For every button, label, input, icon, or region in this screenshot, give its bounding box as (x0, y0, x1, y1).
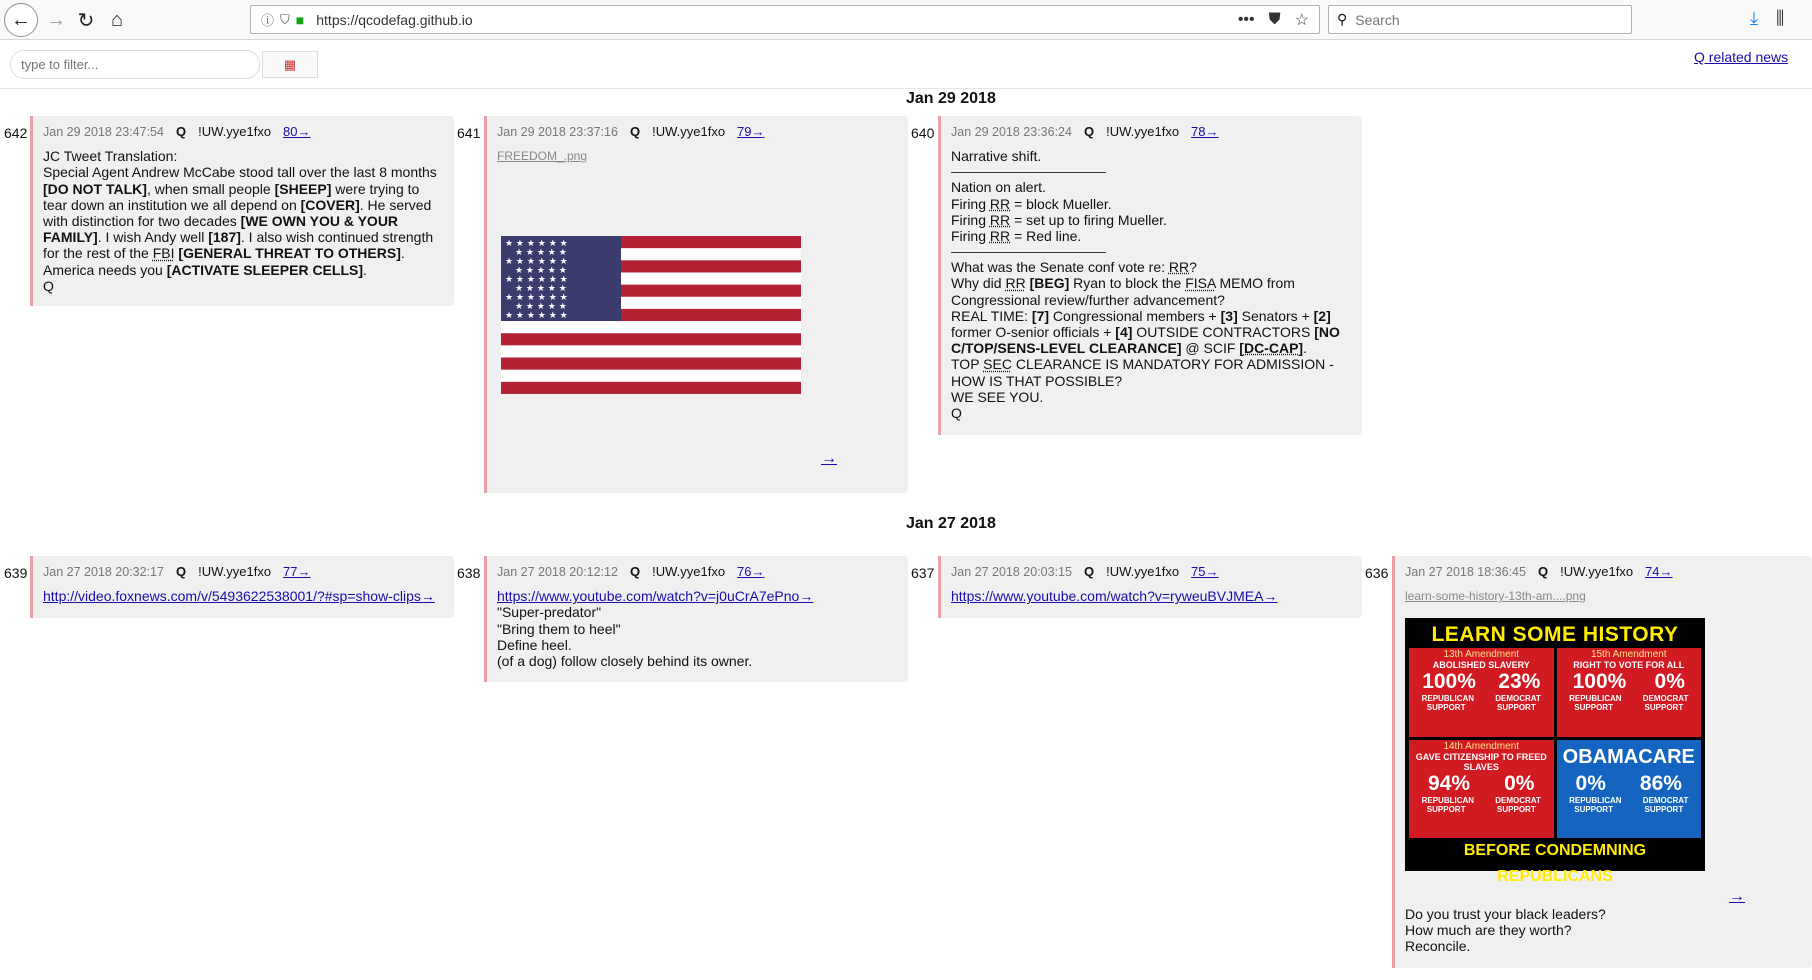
calendar-button[interactable] (262, 51, 318, 78)
post-tripcode: !UW.yye1fxo (198, 124, 272, 139)
video-link[interactable]: https://www.youtube.com/watch?v=ryweuBVJMEA→ (951, 588, 1278, 605)
forward-button[interactable] (40, 4, 72, 36)
svg-text:★ ★ ★ ★ ★ ★: ★ ★ ★ ★ ★ ★ (505, 257, 568, 267)
url-bar[interactable] (250, 5, 1320, 34)
browser-toolbar (0, 0, 1812, 40)
arrow-right-icon: → (46, 8, 66, 31)
post-datetime: Jan 27 2018 20:32:17 (43, 565, 164, 579)
svg-text:★ ★ ★ ★ ★ ★: ★ ★ ★ ★ ★ ★ (505, 275, 568, 285)
video-link[interactable]: http://video.foxnews.com/v/5493622538001/?#sp=show-clips→ (43, 588, 435, 605)
home-button[interactable] (101, 4, 133, 36)
post-number: 639 (4, 565, 28, 581)
shield-icon[interactable]: ⛉ (280, 11, 290, 27)
pocket-icon[interactable]: ⛊ (1268, 10, 1281, 28)
post-body: Do you trust your black leaders? How much are they worth? Reconcile. (1405, 906, 1606, 955)
post-tripcode: !UW.yye1fxo (1560, 564, 1634, 579)
arrow-left-icon: ← (11, 8, 31, 31)
library-icon[interactable]: ⫼ (1775, 8, 1785, 28)
post-author: Q (1083, 564, 1095, 579)
svg-text:★ ★ ★ ★ ★: ★ ★ ★ ★ ★ (515, 248, 567, 258)
post-author: Q (1537, 564, 1549, 579)
lock-icon[interactable]: ■ (295, 11, 305, 28)
url-text[interactable]: https://qcodefag.github.io (316, 11, 473, 28)
related-news-link[interactable]: Q related news (1694, 49, 1789, 65)
post-number: 640 (911, 125, 935, 141)
divider (951, 172, 1106, 173)
filter-input[interactable] (10, 50, 260, 79)
svg-text:★ ★ ★ ★ ★: ★ ★ ★ ★ ★ (515, 266, 567, 276)
post-number: 638 (457, 565, 481, 581)
post-tripcode: !UW.yye1fxo (1106, 564, 1180, 579)
post-datetime: Jan 27 2018 20:03:15 (951, 565, 1072, 579)
post-tripcode: !UW.yye1fxo (1106, 124, 1180, 139)
post-author: Q (629, 124, 641, 139)
bookmark-star-icon[interactable]: ☆ (1294, 11, 1309, 29)
svg-text:★ ★ ★ ★ ★: ★ ★ ★ ★ ★ (515, 302, 567, 312)
post-datetime: Jan 29 2018 23:37:16 (497, 125, 618, 139)
svg-text:★ ★ ★ ★ ★: ★ ★ ★ ★ ★ (515, 284, 567, 294)
date-header: Jan 29 2018 (906, 90, 996, 107)
calendar-icon: ▦ (283, 56, 297, 72)
reload-button[interactable] (70, 4, 102, 36)
post-card (938, 116, 1362, 435)
post-ref-link[interactable]: 74→ (1645, 564, 1673, 579)
svg-text:★ ★ ★ ★ ★ ★: ★ ★ ★ ★ ★ ★ (505, 239, 568, 249)
search-icon: ⚲ (1337, 11, 1348, 27)
post-card (30, 556, 454, 618)
reload-icon: ↻ (77, 9, 95, 32)
us-flag-image[interactable] (501, 236, 801, 394)
back-button[interactable] (4, 3, 38, 37)
poster-cell: 15th Amendment RIGHT TO VOTE FOR ALL 100% 0% REPUBLICAN DEMOCRAT SUPPORT SUPPORT (1557, 648, 1702, 737)
svg-text:★ ★ ★ ★ ★ ★: ★ ★ ★ ★ ★ ★ (505, 311, 568, 321)
post-tripcode: !UW.yye1fxo (652, 124, 726, 139)
post-ref-link[interactable]: 76→ (737, 564, 765, 579)
post-author: Q (175, 124, 187, 139)
post-ref-link[interactable]: 79→ (737, 124, 765, 139)
expand-arrow-link[interactable]: → (821, 450, 837, 467)
post-card (30, 116, 454, 306)
post-tripcode: !UW.yye1fxo (652, 564, 726, 579)
home-icon: ⌂ (110, 8, 124, 31)
expand-arrow-link[interactable]: → (1729, 888, 1745, 905)
post-datetime: Jan 27 2018 18:36:45 (1405, 565, 1526, 579)
poster-cell: OBAMACARE 0% 86% REPUBLICAN DEMOCRAT SUPPORT SUPPORT (1557, 740, 1702, 839)
post-number: 642 (4, 125, 28, 141)
poster-cell: 13th Amendment ABOLISHED SLAVERY 100% 23% REPUBLICAN DEMOCRAT SUPPORT SUPPORT (1409, 648, 1554, 737)
post-tripcode: !UW.yye1fxo (198, 564, 272, 579)
post-author: Q (629, 564, 641, 579)
post-author: Q (175, 564, 187, 579)
filter-bar (0, 41, 1812, 89)
download-icon[interactable]: ⤓ (1750, 8, 1758, 28)
post-number: 637 (911, 565, 935, 581)
history-poster-image[interactable]: LEARN SOME HISTORY 13th Amendment ABOLISHED SLAVERY 100% 23% REPUBLICAN DEMOCRAT SUPPORT SUPPORT 15th Amendment RIGHT TO VOTE FOR ALL 100% 0% REPUBLICAN DEMOCRAT SUPPORT SUPPORT 14th Amendment GAVE CITIZENSHIP TO FREED SLAVES 94% 0% REPUBLICAN DEMOCRAT SUPPORT SUPPORT OBAMACARE 0% 86% REPUBLICAN DEMOCRAT SUPPORT SUPPORT BEFORE CONDEMNING REPUBLICANS (1405, 618, 1705, 871)
post-ref-link[interactable]: 75→ (1191, 564, 1219, 579)
post-author: Q (1083, 124, 1095, 139)
post-card (484, 116, 908, 493)
image-file-link[interactable]: FREEDOM_.png (497, 149, 588, 164)
post-ref-link[interactable]: 80→ (283, 124, 311, 139)
post-number: 641 (457, 125, 481, 141)
post-body: Narrative shift. Nation on alert. Firing RR = block Mueller. Firing RR = set up to firing Mueller. Firing RR = Red line. What was the Senate conf vote re: RR? Why did RR [BEG] Ryan to block the FISA MEMO from Congressional review/further advancement? REAL TIME: [7] Congressional members + [3] Senators + [2] former O-senior officials + [4] OUTSIDE CONTRACTORS [NO C/TOP/SENS-LEVEL CLEARANCE] @ SCIF [DC-CAP]. TOP SEC CLEARANCE IS MANDATORY FOR ADMISSION - HOW IS THAT POSSIBLE? WE SEE YOU. Q (951, 148, 1340, 422)
post-datetime: Jan 27 2018 20:12:12 (497, 565, 618, 579)
poster-cell: 14th Amendment GAVE CITIZENSHIP TO FREED SLAVES 94% 0% REPUBLICAN DEMOCRAT SUPPORT SUPPORT (1409, 740, 1554, 839)
divider (951, 252, 1106, 253)
post-datetime: Jan 29 2018 23:36:24 (951, 125, 1072, 139)
post-card (1392, 556, 1812, 968)
video-link[interactable]: https://www.youtube.com/watch?v=j0uCrA7ePno→ (497, 588, 814, 605)
search-bar[interactable] (1328, 5, 1632, 34)
post-number: 636 (1365, 565, 1389, 581)
post-ref-link[interactable]: 78→ (1191, 124, 1219, 139)
post-card (938, 556, 1362, 618)
info-icon[interactable]: ⓘ (261, 13, 275, 28)
search-input[interactable] (1355, 12, 1595, 28)
image-file-link[interactable]: learn-some-history-13th-am....png (1405, 589, 1586, 604)
post-ref-link[interactable]: 77→ (283, 564, 311, 579)
post-card: Jan 27 2018 20:12:12 Q !UW.yye1fxo 76→ https://www.youtube.com/watch?v=j0uCrA7ePno→ "Super-predator" "Bring them to heel" Define heel. (of a dog) follow closely behind its owner. (484, 556, 908, 682)
date-header: Jan 27 2018 (906, 515, 996, 532)
more-actions-icon[interactable]: ••• (1237, 10, 1255, 28)
post-body: JC Tweet Translation: Special Agent Andrew McCabe stood tall over the last 8 months [DO NOT TALK], when small people [SHEEP] were trying to tear down an institution we all depend on [COVER]. He served with distinction for two decades [WE OWN YOU & YOUR FAMILY]. I wish Andy well [187]. I also wish continued strength for the rest of the FBI [GENERAL THREAT TO OTHERS]. America needs you [ACTIVATE SLEEPER CELLS]. Q (43, 148, 437, 294)
svg-text:★ ★ ★ ★ ★ ★: ★ ★ ★ ★ ★ ★ (505, 293, 568, 303)
post-datetime: Jan 29 2018 23:47:54 (43, 125, 164, 139)
